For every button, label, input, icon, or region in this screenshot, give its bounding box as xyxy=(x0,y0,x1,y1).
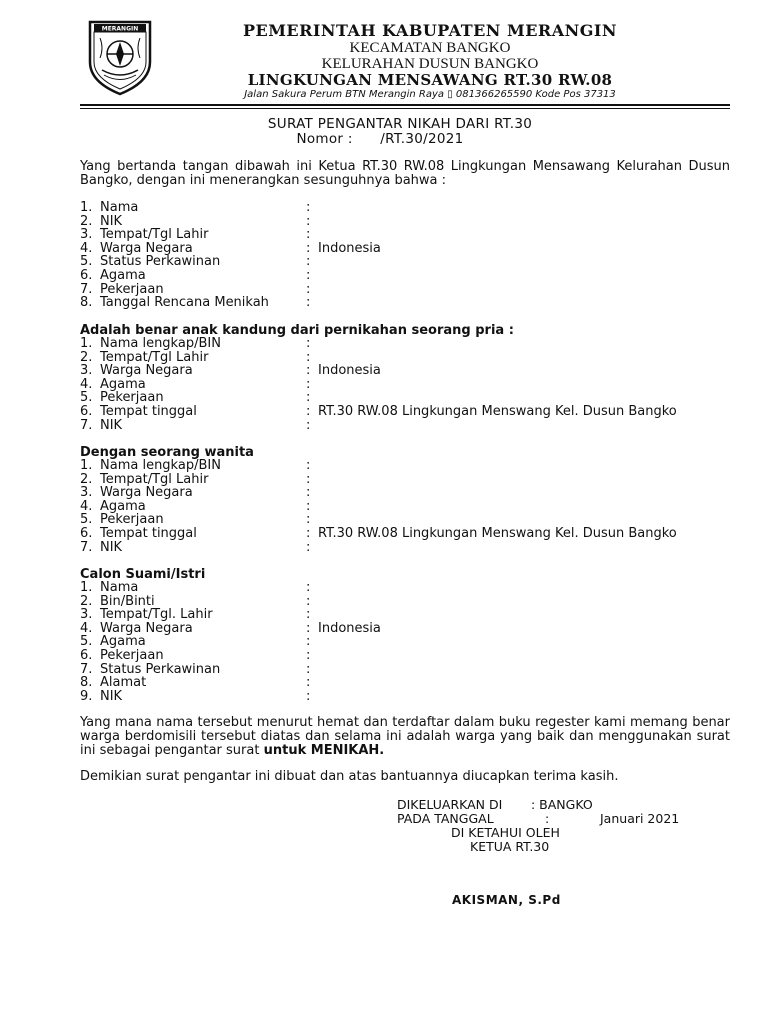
field-number: 8. xyxy=(80,675,93,691)
field-row xyxy=(80,527,740,541)
field-number: 5. xyxy=(80,390,93,406)
field-separator: : xyxy=(306,620,311,636)
field-separator: : xyxy=(306,376,311,392)
field-row xyxy=(80,459,740,473)
letterhead-address: Jalan Sakura Perum BTN Merangin Raya ▯ 081366265590 Kode Pos 37313 xyxy=(244,89,616,100)
field-label: Status Perkawinan xyxy=(100,661,221,677)
field-number: 4. xyxy=(80,498,93,514)
field-separator: : xyxy=(306,254,311,270)
letter-number-value: /RT.30/2021 xyxy=(380,131,464,147)
field-number: 1. xyxy=(80,458,93,473)
emblem-text: MERANGIN xyxy=(101,25,139,33)
field-row xyxy=(80,690,740,704)
field-number: 3. xyxy=(80,363,93,379)
closing-paragraph-emphasis: untuk MENIKAH. xyxy=(263,743,385,758)
field-label: Tanggal Rencana Menikah xyxy=(100,295,269,311)
father-heading: Adalah benar anak kandung dari pernikahan seorang pria : xyxy=(80,323,514,338)
field-separator: : xyxy=(306,526,311,541)
letterhead-government: PEMERINTAH KABUPATEN MERANGIN xyxy=(242,21,618,40)
field-label: Tempat/Tgl Lahir xyxy=(100,227,209,243)
field-row xyxy=(80,405,740,419)
field-label: Warga Negara xyxy=(100,363,193,379)
letterhead-divider-thick xyxy=(80,104,730,106)
field-row xyxy=(80,419,740,433)
field-label: Nama lengkap/BIN xyxy=(100,458,221,473)
field-number: 3. xyxy=(80,607,93,623)
field-number: 6. xyxy=(80,268,93,283)
signer-role: KETUA RT.30 xyxy=(470,839,550,854)
field-label: Pekerjaan xyxy=(100,390,164,406)
field-separator: : xyxy=(306,281,311,297)
field-number: 2. xyxy=(80,471,93,487)
closing-paragraph xyxy=(80,716,730,758)
field-separator: : xyxy=(306,349,311,365)
field-label: NIK xyxy=(100,213,123,229)
field-row xyxy=(80,649,740,663)
field-number: 4. xyxy=(80,376,93,392)
field-number: 6. xyxy=(80,648,93,663)
field-number: 2. xyxy=(80,593,93,609)
field-label: Tempat tinggal xyxy=(100,526,197,541)
field-row xyxy=(80,337,740,351)
signer-name: AKISMAN, S.Pd xyxy=(452,893,561,907)
field-number: 2. xyxy=(80,213,93,229)
intro-paragraph: Yang bertanda tangan dibawah ini Ketua RT.30 RW.08 Lingkungan Mensawang Kelurahan Dusun Bangko, dengan ini menerangkan sesunguhnya bahwa : xyxy=(80,159,730,188)
field-separator: : xyxy=(306,498,311,514)
field-separator: : xyxy=(306,675,311,691)
field-label: Tempat/Tgl Lahir xyxy=(100,349,209,365)
issued-date-label: PADA TANGGAL xyxy=(397,811,494,826)
field-row xyxy=(80,201,740,215)
field-row xyxy=(80,255,740,269)
field-row xyxy=(80,269,740,283)
field-row xyxy=(80,296,740,310)
field-row xyxy=(80,486,740,500)
field-row xyxy=(80,364,740,378)
field-separator: : xyxy=(306,648,311,663)
field-separator: : xyxy=(306,200,311,215)
issued-place-label: DIKELUARKAN DI xyxy=(397,797,503,812)
field-number: 3. xyxy=(80,227,93,243)
field-label: Pekerjaan xyxy=(100,281,164,297)
field-separator: : xyxy=(306,363,311,379)
field-value: Indonesia xyxy=(318,240,381,256)
acknowledged-by: DI KETAHUI OLEH xyxy=(451,825,560,840)
letter-number-label: Nomor : xyxy=(296,131,353,147)
field-label: Warga Negara xyxy=(100,485,193,501)
issued-date-colon: : xyxy=(545,811,550,826)
closing-paragraph-text: Yang mana nama tersebut menurut hemat dan terdaftar dalam buku regester kami memang benar warga berdomisili tersebut diatas dan selama ini adalah warga yang baik dan menggunakan surat ini sebagai pengantar surat xyxy=(80,715,730,758)
field-label: Bin/Binti xyxy=(100,593,155,609)
field-number: 7. xyxy=(80,281,93,297)
field-value: RT.30 RW.08 Lingkungan Menswang Kel. Dusun Bangko xyxy=(318,404,677,419)
issued-place-value: : BANGKO xyxy=(531,797,593,812)
field-separator: : xyxy=(306,390,311,406)
regency-emblem-icon xyxy=(84,18,156,96)
field-number: 5. xyxy=(80,512,93,528)
field-number: 2. xyxy=(80,349,93,365)
field-number: 3. xyxy=(80,485,93,501)
field-label: Warga Negara xyxy=(100,620,193,636)
field-separator: : xyxy=(306,485,311,501)
issued-date-value: Januari 2021 xyxy=(600,811,680,826)
field-label: Alamat xyxy=(100,675,147,691)
field-label: Agama xyxy=(100,634,146,650)
field-number: 6. xyxy=(80,526,93,541)
field-separator: : xyxy=(306,227,311,243)
letterhead-district: KECAMATAN BANGKO xyxy=(349,40,511,56)
field-label: Pekerjaan xyxy=(100,648,164,663)
field-value: Indonesia xyxy=(318,363,381,379)
field-number: 7. xyxy=(80,417,93,433)
spouse-heading: Calon Suami/Istri xyxy=(80,567,206,582)
field-label: NIK xyxy=(100,539,123,555)
field-separator: : xyxy=(306,661,311,677)
field-separator: : xyxy=(306,240,311,256)
field-separator: : xyxy=(306,458,311,473)
field-number: 9. xyxy=(80,688,93,704)
field-row xyxy=(80,541,740,555)
letterhead-village: KELURAHAN DUSUN BANGKO xyxy=(321,56,539,72)
field-number: 5. xyxy=(80,634,93,650)
field-number: 1. xyxy=(80,580,93,595)
field-value: RT.30 RW.08 Lingkungan Menswang Kel. Dusun Bangko xyxy=(318,526,677,541)
field-separator: : xyxy=(306,688,311,704)
field-row xyxy=(80,581,740,595)
field-separator: : xyxy=(306,607,311,623)
field-label: Agama xyxy=(100,376,146,392)
field-label: Status Perkawinan xyxy=(100,254,221,270)
field-number: 1. xyxy=(80,336,93,351)
field-number: 7. xyxy=(80,661,93,677)
field-separator: : xyxy=(306,417,311,433)
field-label: NIK xyxy=(100,688,123,704)
field-label: Tempat tinggal xyxy=(100,404,197,419)
field-label: Tempat/Tgl Lahir xyxy=(100,471,209,487)
field-separator: : xyxy=(306,213,311,229)
field-row xyxy=(80,500,740,514)
field-row xyxy=(80,635,740,649)
field-label: Nama xyxy=(100,200,139,215)
field-row xyxy=(80,622,740,636)
field-separator: : xyxy=(306,268,311,283)
field-number: 6. xyxy=(80,404,93,419)
field-label: Nama lengkap/BIN xyxy=(100,336,221,351)
field-label: Agama xyxy=(100,498,146,514)
field-row xyxy=(80,663,740,677)
field-separator: : xyxy=(306,634,311,650)
field-label: Tempat/Tgl. Lahir xyxy=(100,607,213,623)
letterhead-divider-thin xyxy=(80,108,730,109)
thanks-paragraph: Demikian surat pengantar ini dibuat dan atas bantuannya diucapkan terima kasih. xyxy=(80,769,619,784)
field-label: Agama xyxy=(100,268,146,283)
field-value: Indonesia xyxy=(318,620,381,636)
mother-heading: Dengan seorang wanita xyxy=(80,445,254,460)
field-number: 1. xyxy=(80,200,93,215)
field-number: 5. xyxy=(80,254,93,270)
field-row xyxy=(80,378,740,392)
letterhead-neighborhood: LINGKUNGAN MENSAWANG RT.30 RW.08 xyxy=(247,71,613,89)
field-separator: : xyxy=(306,580,311,595)
field-number: 7. xyxy=(80,539,93,555)
field-separator: : xyxy=(306,404,311,419)
field-label: Nama xyxy=(100,580,139,595)
field-number: 8. xyxy=(80,295,93,311)
field-number: 4. xyxy=(80,240,93,256)
field-label: NIK xyxy=(100,417,123,433)
field-label: Warga Negara xyxy=(100,240,193,256)
field-label: Pekerjaan xyxy=(100,512,164,528)
field-separator: : xyxy=(306,539,311,555)
field-separator: : xyxy=(306,512,311,528)
field-row xyxy=(80,676,740,690)
field-number: 4. xyxy=(80,620,93,636)
letter-title: SURAT PENGANTAR NIKAH DARI RT.30 xyxy=(267,116,533,132)
field-separator: : xyxy=(306,336,311,351)
field-separator: : xyxy=(306,471,311,487)
field-separator: : xyxy=(306,295,311,311)
field-separator: : xyxy=(306,593,311,609)
letter-number xyxy=(0,131,768,147)
